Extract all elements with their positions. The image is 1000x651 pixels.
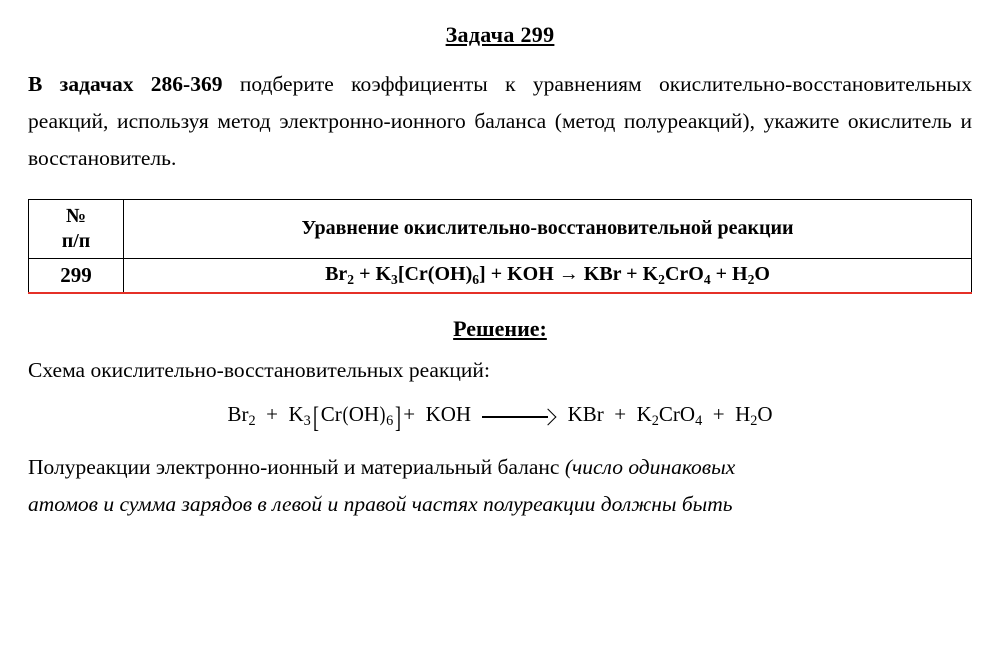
eq-plus-3: + xyxy=(614,401,627,426)
table-header-row xyxy=(29,199,972,258)
eq-bracket-close: ] xyxy=(395,400,402,434)
clipped-bottom-line: атомов и сумма зарядов в левой и правой частях полуреакции должны быть xyxy=(28,491,733,516)
intro-paragraph xyxy=(28,66,972,177)
final-paragraph-italic: (число одинаковых xyxy=(564,454,736,479)
final-paragraph xyxy=(28,449,972,486)
right-arrow-icon xyxy=(482,409,556,423)
eq-kbr: KBr xyxy=(567,401,604,426)
eq-sub: 3 xyxy=(391,271,398,287)
eq-h2: H xyxy=(735,401,751,426)
eq-seg: + K xyxy=(354,263,392,285)
header-number-line1: № xyxy=(65,204,87,227)
eq-br2-sub: 2 xyxy=(248,412,256,429)
header-equation-cell: Уравнение окислительно-восстановительной реакции xyxy=(124,199,972,258)
eq-bracket-open: [ xyxy=(312,400,319,434)
eq-sub: 2 xyxy=(658,271,665,287)
eq-sub: 2 xyxy=(347,271,355,287)
header-number-line2: п/п xyxy=(61,229,91,252)
eq-sub: 2 xyxy=(747,271,755,287)
page-title: Задача 299 xyxy=(445,22,555,47)
eq-sub: 6 xyxy=(472,271,480,287)
eq-br2: Br xyxy=(227,401,249,426)
eq-o: O xyxy=(757,401,773,426)
intro-rest: подберите коэффициенты к уравнениям окислительно-восстановительных реакций, используя метод электронно-ионного баланса (метод полуреакций), укажите окислитель и восстановитель. xyxy=(28,72,972,170)
eq-plus-2: + xyxy=(403,401,416,426)
eq-k3-sub: 3 xyxy=(303,412,311,429)
eq-seg: [Cr(OH) xyxy=(397,263,473,285)
eq-cr: Cr xyxy=(320,401,342,426)
eq-seg: Br xyxy=(325,263,348,285)
solution-heading: Решение: xyxy=(453,315,547,341)
eq-cro4-sub: 4 xyxy=(695,412,703,429)
table-row xyxy=(29,258,972,293)
display-equation xyxy=(0,401,1000,435)
eq-koh: KOH xyxy=(425,401,472,426)
eq-seg: O xyxy=(754,263,770,285)
eq-plus-4: + xyxy=(712,401,725,426)
eq-seg: ] + KOH → KBr + K xyxy=(479,263,659,285)
eq-oh: OH xyxy=(348,401,380,426)
row-equation xyxy=(124,258,972,293)
scheme-label: Схема окислительно-восстановительных реакций: xyxy=(28,357,490,382)
document-page xyxy=(0,22,1000,651)
eq-seg: CrO xyxy=(664,263,704,285)
reaction-table xyxy=(28,199,972,294)
eq-seg: + H xyxy=(710,263,748,285)
eq-cro4: CrO xyxy=(658,401,696,426)
row-number: 299 xyxy=(29,258,124,293)
eq-paren-close: ) xyxy=(379,401,386,426)
eq-h2-sub: 2 xyxy=(750,412,758,429)
eq-k2: K xyxy=(636,401,652,426)
eq-oh-sub: 6 xyxy=(386,412,394,429)
eq-sub: 4 xyxy=(703,271,711,287)
eq-plus-1: + xyxy=(266,401,278,426)
header-number-cell xyxy=(29,199,124,258)
eq-k2-sub: 2 xyxy=(651,412,659,429)
eq-paren-open: ( xyxy=(342,401,349,426)
final-paragraph-normal: Полуреакции электронно-ионный и материальный баланс xyxy=(28,454,565,479)
intro-bold-range: В задачах 286-369 xyxy=(28,72,223,96)
eq-k3: K xyxy=(288,401,304,426)
